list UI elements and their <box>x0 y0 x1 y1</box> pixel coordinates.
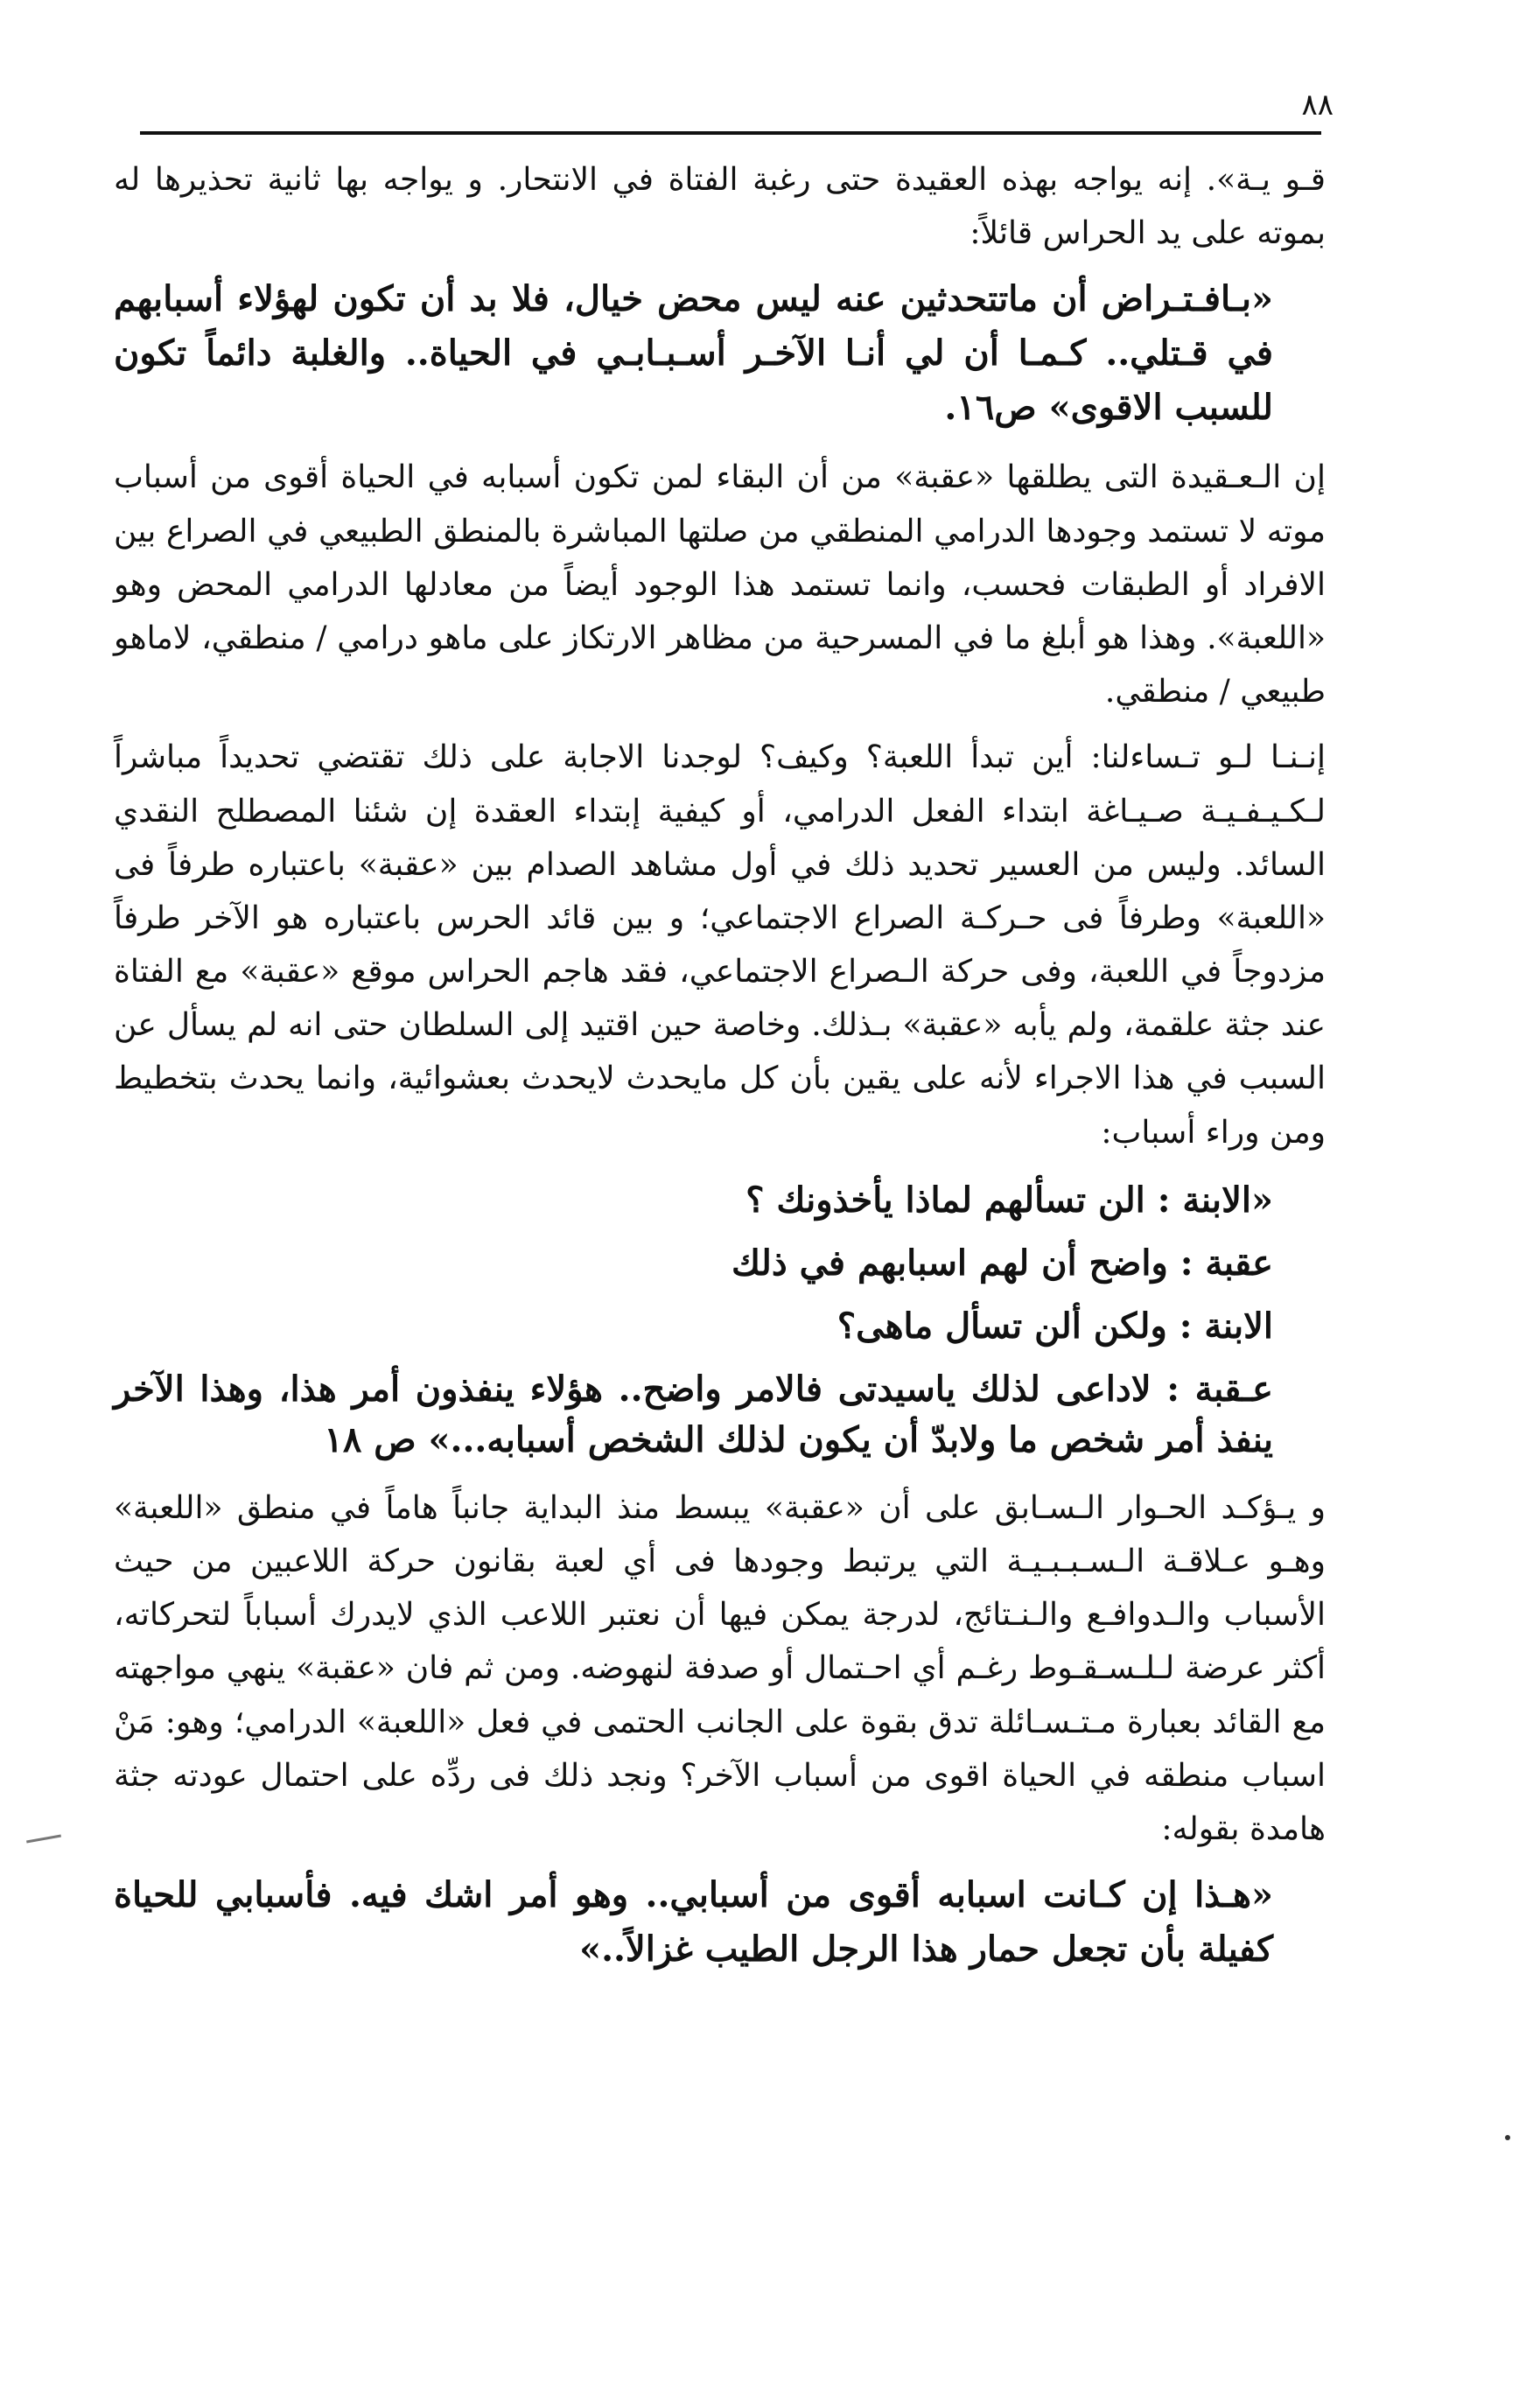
page-body <box>114 153 1326 1992</box>
paragraph-2: إن الـعـقيدة التى يطلقها «عقبة» من أن البقاء لمن تكون أسبابه في الحياة أقوى من أسباب موته لا تستمد وجودها الدرامي المنطقي من صلتها المباشرة بالمنطق الطبيعي في الصراع بين الافراد أو الطبقات فحسب، وانما تستمد هذا الوجود أيضاً من معادلها الدرامي المحض وهو «اللعبة». وهذا هو أبلغ ما في المسرحية من مظاهر الارتكاز على ماهو درامي / منطقي، لاماهو طبيعي / منطقي. <box>114 459 1326 710</box>
quote-1: «بـافـتـراض أن ماتتحدثين عنه ليس محض خيال، فلا بد أن تكون لهؤلاء أسبابهم في قـتلي.. كـمـا أن لي أنـا الآخـر أسـبـابـي في الحياة.. والغلبة دائماً تكون للسبب الاقوى» ص١٦. <box>114 278 1273 429</box>
paragraph-3: إنـنـا لـو تـساءلنا: أين تبدأ اللعبة؟ وكيف؟ لوجدنا الاجابة على ذلك تقتضي تحديداً مباشراً لـكـيـفـيـة صـيـاغة ابتداء الفعل الدرامي، أو كيفية إبتداء العقدة إن شئنا المصطلح النقدي السائد. وليس من العسير تحديد ذلك في أول مشاهد الصدام بين «عقبة» باعتباره طرفاً فى «اللعبة» وطرفاً فى حـركـة الصراع الاجتماعي؛ و بين قائد الحرس باعتباره هو الآخر طرفاً مزدوجاً في اللعبة، وفى حركة الـصراع الاجتماعي، فقد هاجم الحراس موقع «عقبة» مع الفتاة عند جثة علقمة، ولم يأبه «عقبة» بـذلك. وخاصة حين اقتيد إلى السلطان حتى انه لم يسأل عن السبب في هذا الاجراء لأنه على يقين بأن كل مايحدث لايحدث بعشوائية، وانما يحدث بتخطيط ومن وراء أسباب: <box>114 739 1326 1151</box>
dialogue-line: «الابنة : الن تسألهم لماذا يأخذونك ؟ <box>746 1179 1273 1221</box>
paragraph-1: قـو يـة». إنه يواجه بهذه العقيدة حتى رغبة الفتاة في الانتحار. و يواجه بها ثانية تحذيرها له بموته على يد الحراس قائلاً: <box>114 162 1326 252</box>
page-number: ٨٨ <box>1301 88 1334 122</box>
dialogue-block <box>114 1175 1273 1466</box>
header-rule <box>140 131 1321 135</box>
dialogue-line: عقبة : واضح أن لهم اسبابهم في ذلك <box>731 1242 1273 1284</box>
margin-dot <box>1505 2135 1510 2140</box>
margin-pencil-mark <box>26 1835 61 1844</box>
dialogue-line: عـقبة : لاداعى لذلك ياسيدتى فالامر واضح.. هؤلاء ينفذون أمر هذا، وهذا الآخر ينفذ أمر شخص ما ولابدّ أن يكون لذلك الشخص أسبابه...» ص ١٨ <box>114 1368 1273 1460</box>
quote-2: «هـذا إن كـانت اسبابه أقوى من أسبابي.. وهو أمر اشك فيه. فأسبابي للحياة كفيلة بأن تجعل حمار هذا الرجل الطيب غزالاً..» <box>114 1874 1273 1970</box>
dialogue-line: الابنة : ولكن ألن تسأل ماهى؟ <box>836 1305 1273 1347</box>
paragraph-4: و يـؤكـد الحـوار الـسـابق على أن «عقبة» يبسط منذ البداية جانباً هاماً في منطق «اللعبة» وهـو عـلاقـة الـسـبـبـيـة التي يرتبط وجودها فى أي لعبة بقانون حركة اللاعبين من حيث الأسباب والـدوافـع والـنـتائج، لدرجة يمكن فيها أن نعتبر اللاعب الذي لايدرك أسباباً لتحركاته، أكثر عرضة لـلـسـقـوط رغـم أي احـتمال أو صدفة لنهوضه. ومن ثم فان «عقبة» ينهي مواجهته مع القائد بعبارة مـتـسـائلة تدق بقوة على الجانب الحتمى في فعل «اللعبة» الدرامي؛ وهو: مَنْ اسباب منطقه في الحياة اقوى من أسباب الآخر؟ ونجد ذلك فى ردِّه على احتمال عودته جثة هامدة بقوله: <box>114 1489 1326 1847</box>
